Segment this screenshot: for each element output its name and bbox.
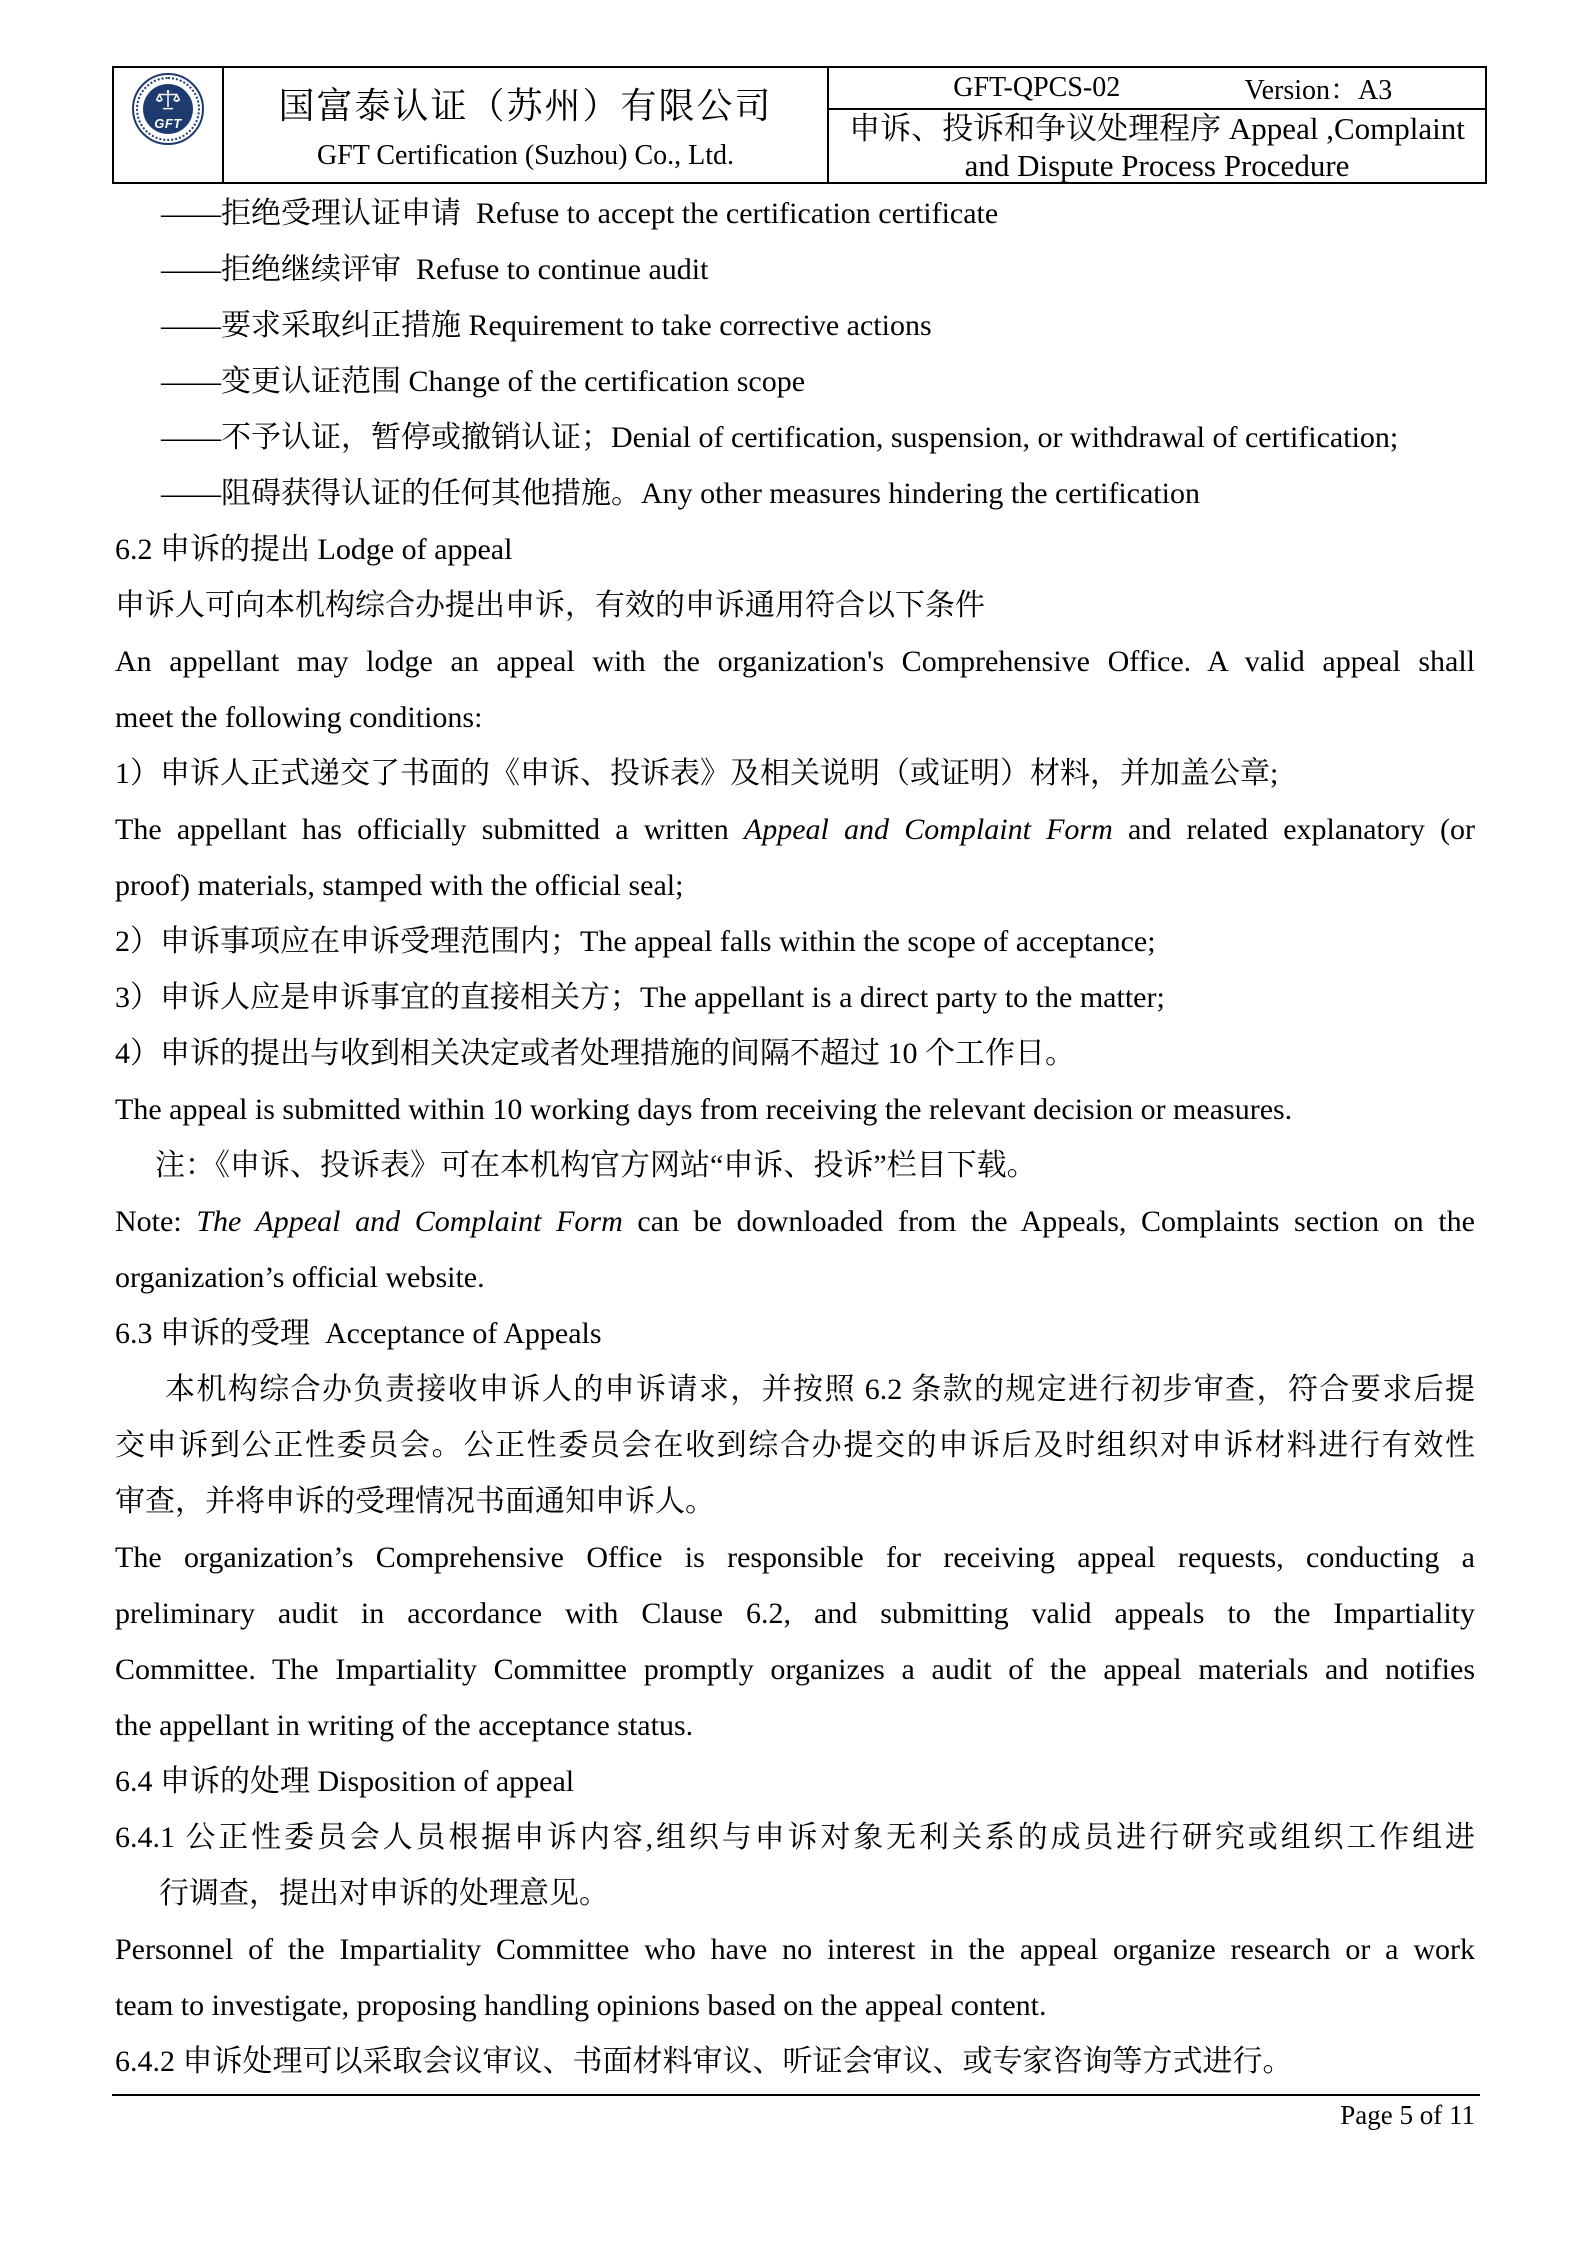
section-heading-6-3: 6.3 申诉的受理 Acceptance of Appeals [115,1317,602,1350]
doc-info-cell [829,68,1485,182]
text-line: meet the following conditions: [115,701,483,734]
text-line: 2）申诉事项应在申诉受理范围内；The appeal falls within the scope of acceptance; [115,925,1156,958]
logo-cell [114,68,224,182]
text-line: ——不予认证，暂停或撤销认证；Denial of certification, suspension, or withdrawal of certification; [161,421,1399,454]
text-line: The organization’s Comprehensive Office is responsible for receiving appeal requests, conducting a [115,1541,1475,1574]
text-line: ——拒绝继续评审 Refuse to continue audit [161,253,709,286]
doc-number-row [829,68,1485,110]
text-line: 6.4.2 申诉处理可以采取会议审议、书面材料审议、听证会审议、或专家咨询等方式进行。 [115,2045,1293,2078]
text-line: team to investigate, proposing handling opinions based on the appeal content. [115,1989,1047,2022]
doc-title-line2: and Dispute Process Procedure [964,148,1350,183]
text-segment: can be downloaded from the Appeals, Complaints section on the [622,1205,1475,1238]
text-line: 交申诉到公正性委员会。公正性委员会在收到综合办提交的申诉后及时组织对申诉材料进行有效性 [115,1429,1475,1462]
section-heading-6-2: 6.2 申诉的提出 Lodge of appeal [115,533,513,566]
text-line: Personnel of the Impartiality Committee who have no interest in the appeal organize research or a work [115,1933,1475,1966]
text-line: Committee. The Impartiality Committee promptly organizes a audit of the appeal materials and notifies [115,1653,1475,1686]
text-line: 1）申诉人正式递交了书面的《申诉、投诉表》及相关说明（或证明）材料，并加盖公章; [115,757,1279,790]
text-line: ——变更认证范围 Change of the certification scope [161,365,806,398]
text-line: ——阻碍获得认证的任何其他措施。Any other measures hindering the certification [161,477,1200,510]
text-line: 4）申诉的提出与收到相关决定或者处理措施的间隔不超过 10 个工作日。 [115,1037,1075,1070]
text-line [115,802,1475,858]
company-name-en: GFT Certification (Suzhou) Co., Ltd. [316,139,735,171]
text-line: 申诉人可向本机构综合办提出申诉，有效的申诉通用符合以下条件 [115,589,985,622]
section-heading-6-4: 6.4 申诉的处理 Disposition of appeal [115,1765,575,1798]
page-number: Page 5 of 11 [1340,2100,1475,2130]
doc-number: GFT-QPCS-02 [953,72,1121,103]
text-line: 注：《申诉、投诉表》可在本机构官方网站“申诉、投诉”栏目下载。 [155,1149,1037,1182]
logo-inner-circle [143,84,193,134]
text-line: the appellant in writing of the acceptance status. [115,1709,694,1742]
company-logo [132,73,204,145]
text-line: preliminary audit in accordance with Clause 6.2, and submitting valid appeals to the Impartiality [115,1597,1475,1630]
scales-icon [155,89,181,118]
text-segment: and related explanatory (or [1112,813,1475,846]
doc-title [829,110,1485,184]
text-line: 3）申诉人应是申诉事宜的直接相关方；The appellant is a direct party to the matter; [115,981,1165,1014]
header-table [112,66,1487,184]
document-body [115,186,1475,2090]
company-cell [224,68,829,182]
text-line: organization’s official website. [115,1261,485,1294]
text-line: 审查，并将申诉的受理情况书面通知申诉人。 [115,1485,715,1518]
text-line: ——要求采取纠正措施 Requirement to take corrective actions [161,309,932,342]
text-line: The appeal is submitted within 10 working days from receiving the relevant decision or measures. [115,1093,1293,1126]
italic-form-title: Appeal and Complaint Form [743,813,1113,846]
text-line [115,1194,1475,1250]
italic-form-title: The Appeal and Complaint Form [196,1205,623,1238]
logo-gft-text: GFT [154,115,182,131]
text-line: 行调查，提出对申诉的处理意见。 [159,1877,609,1910]
text-line: 6.4.1 公正性委员会人员根据申诉内容,组织与申诉对象无利关系的成员进行研究或组织工作组进 [115,1821,1475,1854]
text-line: 本机构综合办负责接收申诉人的申诉请求，并按照 6.2 条款的规定进行初步审查，符合要求后提 [165,1373,1475,1406]
text-segment: Note: [115,1205,197,1238]
text-line: ——拒绝受理认证申请 Refuse to accept the certification certificate [161,197,999,230]
version-label: Version：A3 [1244,75,1393,106]
company-name-cn: 国富泰认证（苏州）有限公司 [278,86,773,127]
text-line: An appellant may lodge an appeal with the organization's Comprehensive Office. A valid appeal shall [115,645,1475,678]
text-segment: The appellant has officially submitted a written [115,813,744,846]
footer-rule [112,2094,1480,2096]
doc-title-line1: 申诉、投诉和争议处理程序 Appeal ,Complaint [849,111,1465,146]
text-line: proof) materials, stamped with the official seal; [115,869,684,902]
